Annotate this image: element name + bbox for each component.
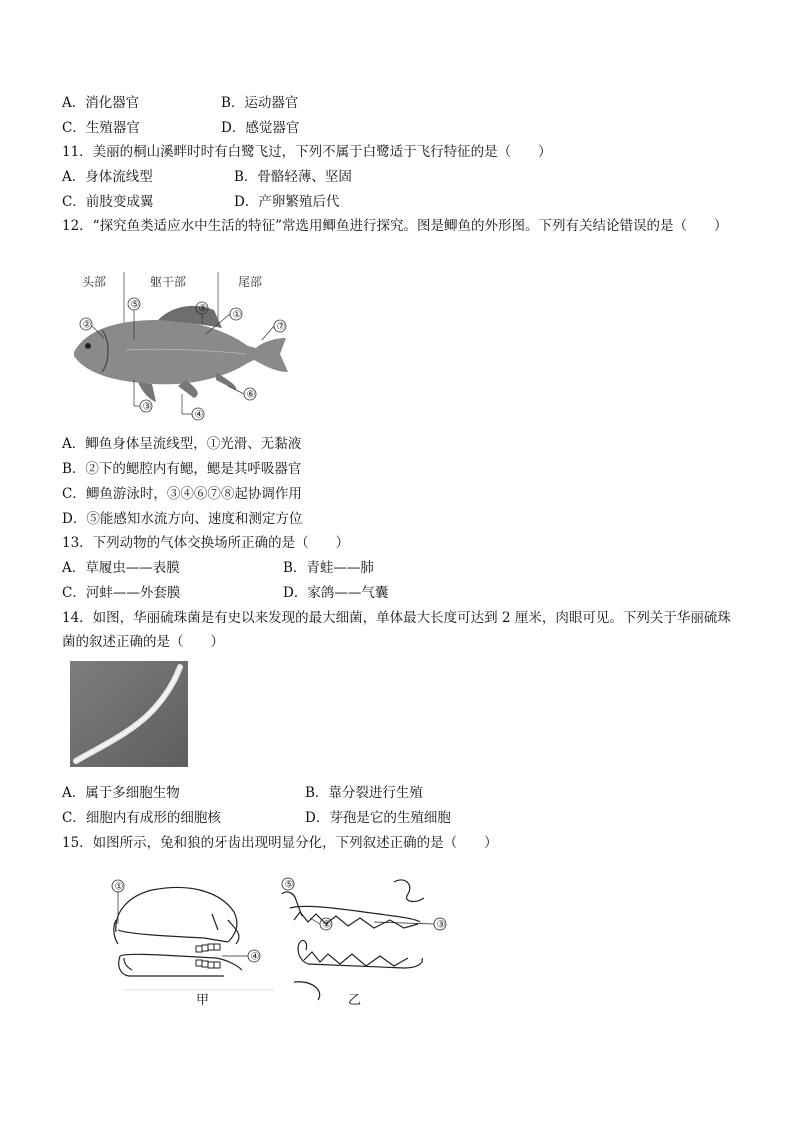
rabbit-molars (196, 944, 220, 968)
fish-label-tail: 尾部 (238, 275, 263, 289)
q13-option-c: C．河蚌——外套膜 (62, 585, 181, 601)
q12-stem: 12．“探究鱼类适应水中生活的特征”常选用鲫鱼进行探究。图是鲫鱼的外形图。下列有关结论错误的是（ ） (62, 218, 728, 234)
fish-marker-1: ① (232, 309, 242, 321)
fish-marker-8: ⑧ (198, 303, 208, 315)
fish-marker-4: ④ (194, 409, 204, 421)
q13-option-a: A．草履虫——表膜 (62, 560, 180, 576)
q10-option-d: D．感觉器官 (221, 120, 300, 136)
q14-option-d: D．芽孢是它的生殖细胞 (305, 810, 451, 826)
wolf-marker-2: ② (322, 919, 332, 931)
caption-jia: 甲 (196, 993, 210, 1008)
fish-marker-7: ⑦ (276, 321, 286, 333)
q12-option-a: A．鲫鱼身体呈流线型，①光滑、无黏液 (62, 436, 302, 452)
q14-bacterium-photo (70, 661, 188, 767)
q12-fish-figure (66, 268, 298, 424)
caption-yi: 乙 (348, 993, 362, 1008)
q15-stem: 15．如图所示，兔和狼的牙齿出现明显分化，下列叙述正确的是（ ） (62, 835, 498, 851)
wolf-skull-drawing (282, 880, 424, 1000)
q14-option-a: A．属于多细胞生物 (62, 785, 180, 801)
q11-option-a: A．身体流线型 (62, 169, 153, 185)
fish-label-trunk: 躯干部 (150, 275, 187, 289)
fish-illustration (74, 303, 288, 402)
q13-option-b: B．青蛙——肺 (283, 560, 374, 576)
q10-option-b: B．运动器官 (221, 95, 299, 111)
q11-option-d: D．产卵繁殖后代 (234, 194, 340, 210)
q12-option-c: C．鲫鱼游泳时，③④⑥⑦⑧起协调作用 (62, 486, 302, 502)
q11-option-c: C．前肢变成翼 (62, 194, 154, 210)
q14-stem: 14．如图，华丽硫珠菌是有史以来发现的最大细菌，单体最大长度可达到 2 厘米，肉眼可见。下列关于华丽硫珠菌的叙述正确的是（ ） (62, 610, 731, 650)
q14-option-c: C．细胞内有成形的细胞核 (62, 810, 221, 826)
fish-marker-2: ② (82, 319, 92, 331)
rabbit-skull-drawing (114, 887, 242, 976)
q12-option-d: D．⑤能感知水流方向、速度和测定方位 (62, 511, 303, 527)
q13-stem: 13．下列动物的气体交换场所正确的是（ ） (62, 535, 350, 551)
q11-stem: 11．美丽的桐山溪畔时时有白鹭飞过，下列不属于白鹭适于飞行特征的是（ ） (62, 144, 552, 160)
fish-marker-6: ⑥ (246, 389, 256, 401)
q10-option-c: C．生殖器官 (62, 120, 140, 136)
q11-option-b: B．骨骼轻薄、坚固 (234, 169, 352, 185)
rabbit-marker-1: ① (114, 881, 124, 893)
rabbit-marker-4: ④ (250, 951, 260, 963)
q12-option-b: B．②下的鳃腔内有鳃，鳃是其呼吸器官 (62, 461, 302, 477)
q10-option-a: A．消化器官 (62, 95, 140, 111)
fish-label-head: 头部 (82, 275, 107, 289)
fish-marker-5: ⑤ (130, 299, 140, 311)
wolf-marker-3: ③ (436, 919, 446, 931)
q14-option-b: B．靠分裂进行生殖 (305, 785, 423, 801)
fish-marker-3: ③ (142, 401, 152, 413)
q13-option-d: D．家鸽——气囊 (283, 585, 389, 601)
wolf-marker-5: ⑤ (284, 879, 294, 891)
q15-teeth-figure (104, 872, 460, 1012)
